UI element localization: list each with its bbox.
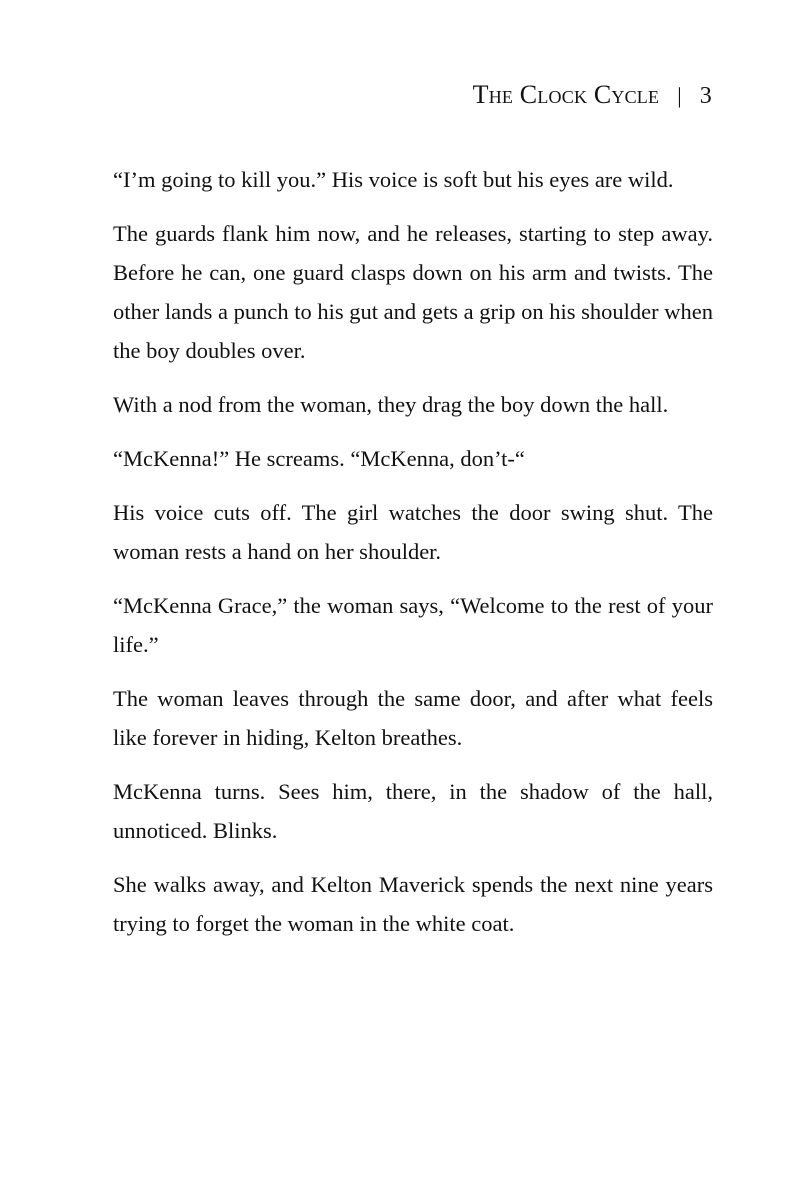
paragraph: She walks away, and Kelton Maverick spends the next nine years trying to forget the woman in the white coat.	[113, 872, 713, 936]
paragraph: “I’m going to kill you.” His voice is soft but his eyes are wild.	[113, 167, 674, 192]
running-header	[473, 80, 712, 110]
page-number: 3	[699, 83, 712, 109]
paragraph: The woman leaves through the same door, and after what feels like forever in hiding, Kelton breathes.	[113, 686, 713, 750]
paragraph: “McKenna!” He screams. “McKenna, don’t-“	[113, 446, 525, 471]
paragraph: McKenna turns. Sees him, there, in the shadow of the hall, unnoticed. Blinks.	[113, 779, 713, 843]
paragraph: With a nod from the woman, they drag the boy down the hall.	[113, 392, 669, 417]
paragraph: The guards flank him now, and he releases, starting to step away. Before he can, one guard clasps down on his arm and twists. The other lands a punch to his gut and gets a grip on his shoulder when the boy doubles over.	[113, 221, 713, 363]
paragraph: His voice cuts off. The girl watches the door swing shut. The woman rests a hand on her shoulder.	[113, 500, 713, 564]
body-text	[113, 160, 713, 958]
header-separator: |	[677, 83, 682, 108]
running-title: The Clock Cycle	[472, 80, 660, 109]
paragraph: “McKenna Grace,” the woman says, “Welcome to the rest of your life.”	[113, 593, 713, 657]
